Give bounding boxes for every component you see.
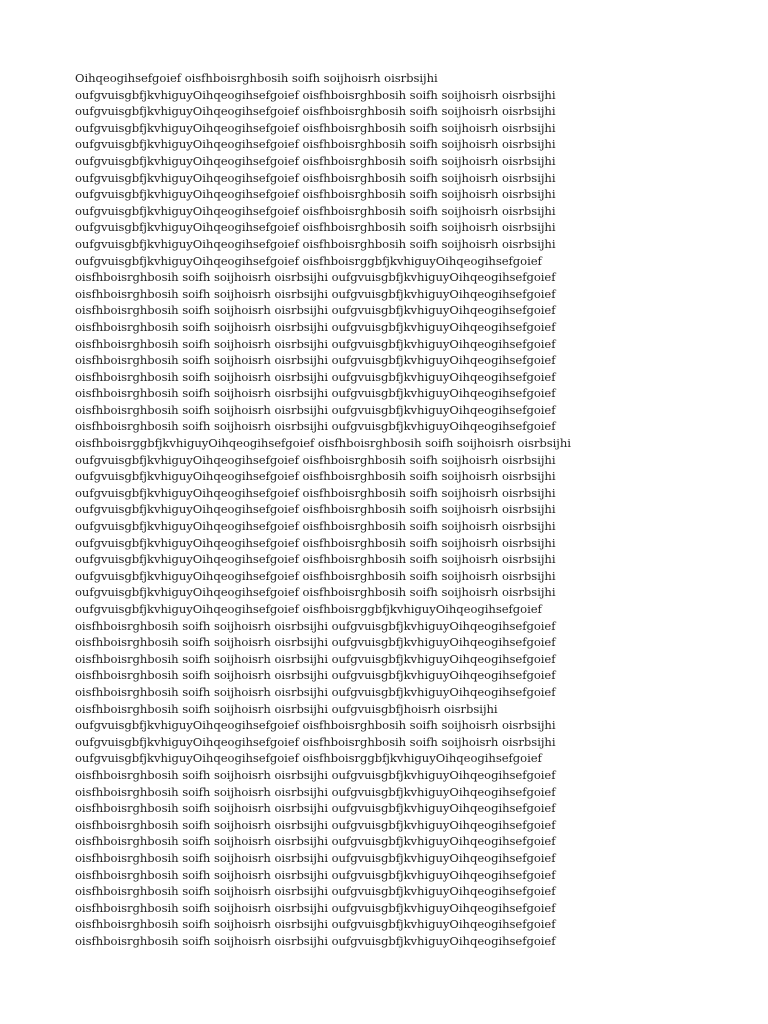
text-line: oufgvuisgbfjkvhiguyOihqeogihsefgoief oisfhboisrghbosih soifh soijhoisrh oisrbsijhi — [75, 519, 556, 534]
text-line: oufgvuisgbfjkvhiguyOihqeogihsefgoief oisfhboisrghbosih soifh soijhoisrh oisrbsijhi — [75, 485, 556, 500]
text-line: oufgvuisgbfjkvhiguyOihqeogihsefgoief oisfhboisrghbosih soifh soijhoisrh oisrbsijhi — [75, 170, 556, 185]
text-line: oufgvuisgbfjkvhiguyOihqeogihsefgoief oisfhboisrghbosih soifh soijhoisrh oisrbsijhi — [75, 203, 556, 218]
text-line: oisfhboisrghbosih soifh soijhoisrh oisrbsijhi oufgvuisgbfjkvhiguyOihqeogihsefgoief — [75, 319, 556, 334]
text-line: oisfhboisrghbosih soifh soijhoisrh oisrbsijhi oufgvuisgbfjhoisrh oisrbsijhi — [75, 701, 498, 716]
text-line: oufgvuisgbfjkvhiguyOihqeogihsefgoief oisfhboisrggbfjkvhiguyOihqeogihsefgoief — [75, 751, 542, 766]
text-line: oisfhboisrghbosih soifh soijhoisrh oisrbsijhi oufgvuisgbfjkvhiguyOihqeogihsefgoief — [75, 336, 556, 351]
text-line: oufgvuisgbfjkvhiguyOihqeogihsefgoief oisfhboisrghbosih soifh soijhoisrh oisrbsijhi — [75, 87, 556, 102]
text-line: oisfhboisrghbosih soifh soijhoisrh oisrbsijhi oufgvuisgbfjkvhiguyOihqeogihsefgoief — [75, 635, 556, 650]
text-line: oisfhboisrghbosih soifh soijhoisrh oisrbsijhi oufgvuisgbfjkvhiguyOihqeogihsefgoief — [75, 900, 556, 915]
text-line: oufgvuisgbfjkvhiguyOihqeogihsefgoief oisfhboisrggbfjkvhiguyOihqeogihsefgoief — [75, 253, 542, 268]
text-line: oufgvuisgbfjkvhiguyOihqeogihsefgoief oisfhboisrghbosih soifh soijhoisrh oisrbsijhi — [75, 718, 556, 733]
text-line: oisfhboisrghbosih soifh soijhoisrh oisrbsijhi oufgvuisgbfjkvhiguyOihqeogihsefgoief — [75, 867, 556, 882]
text-line: oisfhboisrghbosih soifh soijhoisrh oisrbsijhi oufgvuisgbfjkvhiguyOihqeogihsefgoief — [75, 684, 556, 699]
text-line: oufgvuisgbfjkvhiguyOihqeogihsefgoief oisfhboisrghbosih soifh soijhoisrh oisrbsijhi — [75, 236, 556, 251]
text-line: oisfhboisrggbfjkvhiguyOihqeogihsefgoief oisfhboisrghbosih soifh soijhoisrh oisrbsijhi — [75, 436, 571, 451]
text-line: oisfhboisrghbosih soifh soijhoisrh oisrbsijhi oufgvuisgbfjkvhiguyOihqeogihsefgoief — [75, 784, 556, 799]
text-line: oisfhboisrghbosih soifh soijhoisrh oisrbsijhi oufgvuisgbfjkvhiguyOihqeogihsefgoief — [75, 386, 556, 401]
text-line: oisfhboisrghbosih soifh soijhoisrh oisrbsijhi oufgvuisgbfjkvhiguyOihqeogihsefgoief — [75, 270, 556, 285]
text-line: oisfhboisrghbosih soifh soijhoisrh oisrbsijhi oufgvuisgbfjkvhiguyOihqeogihsefgoief — [75, 651, 556, 666]
text-line: oufgvuisgbfjkvhiguyOihqeogihsefgoief oisfhboisrghbosih soifh soijhoisrh oisrbsijhi — [75, 452, 556, 467]
document-body-text — [75, 70, 715, 949]
text-line: oisfhboisrghbosih soifh soijhoisrh oisrbsijhi oufgvuisgbfjkvhiguyOihqeogihsefgoief — [75, 618, 556, 633]
text-line: oufgvuisgbfjkvhiguyOihqeogihsefgoief oisfhboisrghbosih soifh soijhoisrh oisrbsijhi — [75, 220, 556, 235]
text-line: oufgvuisgbfjkvhiguyOihqeogihsefgoief oisfhboisrghbosih soifh soijhoisrh oisrbsijhi — [75, 734, 556, 749]
text-line: oisfhboisrghbosih soifh soijhoisrh oisrbsijhi oufgvuisgbfjkvhiguyOihqeogihsefgoief — [75, 933, 556, 948]
text-line: oisfhboisrghbosih soifh soijhoisrh oisrbsijhi oufgvuisgbfjkvhiguyOihqeogihsefgoief — [75, 767, 556, 782]
text-line: oisfhboisrghbosih soifh soijhoisrh oisrbsijhi oufgvuisgbfjkvhiguyOihqeogihsefgoief — [75, 369, 556, 384]
text-line: oufgvuisgbfjkvhiguyOihqeogihsefgoief oisfhboisrggbfjkvhiguyOihqeogihsefgoief — [75, 602, 542, 616]
text-line: oufgvuisgbfjkvhiguyOihqeogihsefgoief oisfhboisrghbosih soifh soijhoisrh oisrbsijhi — [75, 104, 556, 119]
text-line: Oihqeogihsefgoief oisfhboisrghbosih soifh soijhoisrh oisrbsijhi — [75, 71, 438, 85]
text-line: oufgvuisgbfjkvhiguyOihqeogihsefgoief oisfhboisrghbosih soifh soijhoisrh oisrbsijhi — [75, 137, 556, 152]
text-line: oufgvuisgbfjkvhiguyOihqeogihsefgoief oisfhboisrghbosih soifh soijhoisrh oisrbsijhi — [75, 535, 556, 550]
text-line: oufgvuisgbfjkvhiguyOihqeogihsefgoief oisfhboisrghbosih soifh soijhoisrh oisrbsijhi — [75, 469, 556, 484]
text-line: oisfhboisrghbosih soifh soijhoisrh oisrbsijhi oufgvuisgbfjkvhiguyOihqeogihsefgoief — [75, 668, 556, 683]
text-line: oisfhboisrghbosih soifh soijhoisrh oisrbsijhi oufgvuisgbfjkvhiguyOihqeogihsefgoief — [75, 303, 556, 318]
text-line: oisfhboisrghbosih soifh soijhoisrh oisrbsijhi oufgvuisgbfjkvhiguyOihqeogihsefgoief — [75, 419, 556, 434]
text-line: oufgvuisgbfjkvhiguyOihqeogihsefgoief oisfhboisrghbosih soifh soijhoisrh oisrbsijhi — [75, 552, 556, 567]
text-line: oufgvuisgbfjkvhiguyOihqeogihsefgoief oisfhboisrghbosih soifh soijhoisrh oisrbsijhi — [75, 585, 556, 600]
text-line: oufgvuisgbfjkvhiguyOihqeogihsefgoief oisfhboisrghbosih soifh soijhoisrh oisrbsijhi — [75, 187, 556, 202]
text-line: oisfhboisrghbosih soifh soijhoisrh oisrbsijhi oufgvuisgbfjkvhiguyOihqeogihsefgoief — [75, 917, 556, 932]
text-line: oufgvuisgbfjkvhiguyOihqeogihsefgoief oisfhboisrghbosih soifh soijhoisrh oisrbsijhi — [75, 502, 556, 517]
text-line: oisfhboisrghbosih soifh soijhoisrh oisrbsijhi oufgvuisgbfjkvhiguyOihqeogihsefgoief — [75, 353, 556, 368]
text-line: oisfhboisrghbosih soifh soijhoisrh oisrbsijhi oufgvuisgbfjkvhiguyOihqeogihsefgoief — [75, 850, 556, 865]
text-line: oufgvuisgbfjkvhiguyOihqeogihsefgoief oisfhboisrghbosih soifh soijhoisrh oisrbsijhi — [75, 120, 556, 135]
text-line: oufgvuisgbfjkvhiguyOihqeogihsefgoief oisfhboisrghbosih soifh soijhoisrh oisrbsijhi — [75, 153, 556, 168]
text-line: oisfhboisrghbosih soifh soijhoisrh oisrbsijhi oufgvuisgbfjkvhiguyOihqeogihsefgoief — [75, 801, 556, 816]
text-line: oisfhboisrghbosih soifh soijhoisrh oisrbsijhi oufgvuisgbfjkvhiguyOihqeogihsefgoief — [75, 286, 556, 301]
text-line: oufgvuisgbfjkvhiguyOihqeogihsefgoief oisfhboisrghbosih soifh soijhoisrh oisrbsijhi — [75, 568, 556, 583]
text-line: oisfhboisrghbosih soifh soijhoisrh oisrbsijhi oufgvuisgbfjkvhiguyOihqeogihsefgoief — [75, 834, 556, 849]
text-line: oisfhboisrghbosih soifh soijhoisrh oisrbsijhi oufgvuisgbfjkvhiguyOihqeogihsefgoief — [75, 884, 556, 899]
text-line: oisfhboisrghbosih soifh soijhoisrh oisrbsijhi oufgvuisgbfjkvhiguyOihqeogihsefgoief — [75, 402, 556, 417]
text-line: oisfhboisrghbosih soifh soijhoisrh oisrbsijhi oufgvuisgbfjkvhiguyOihqeogihsefgoief — [75, 817, 556, 832]
